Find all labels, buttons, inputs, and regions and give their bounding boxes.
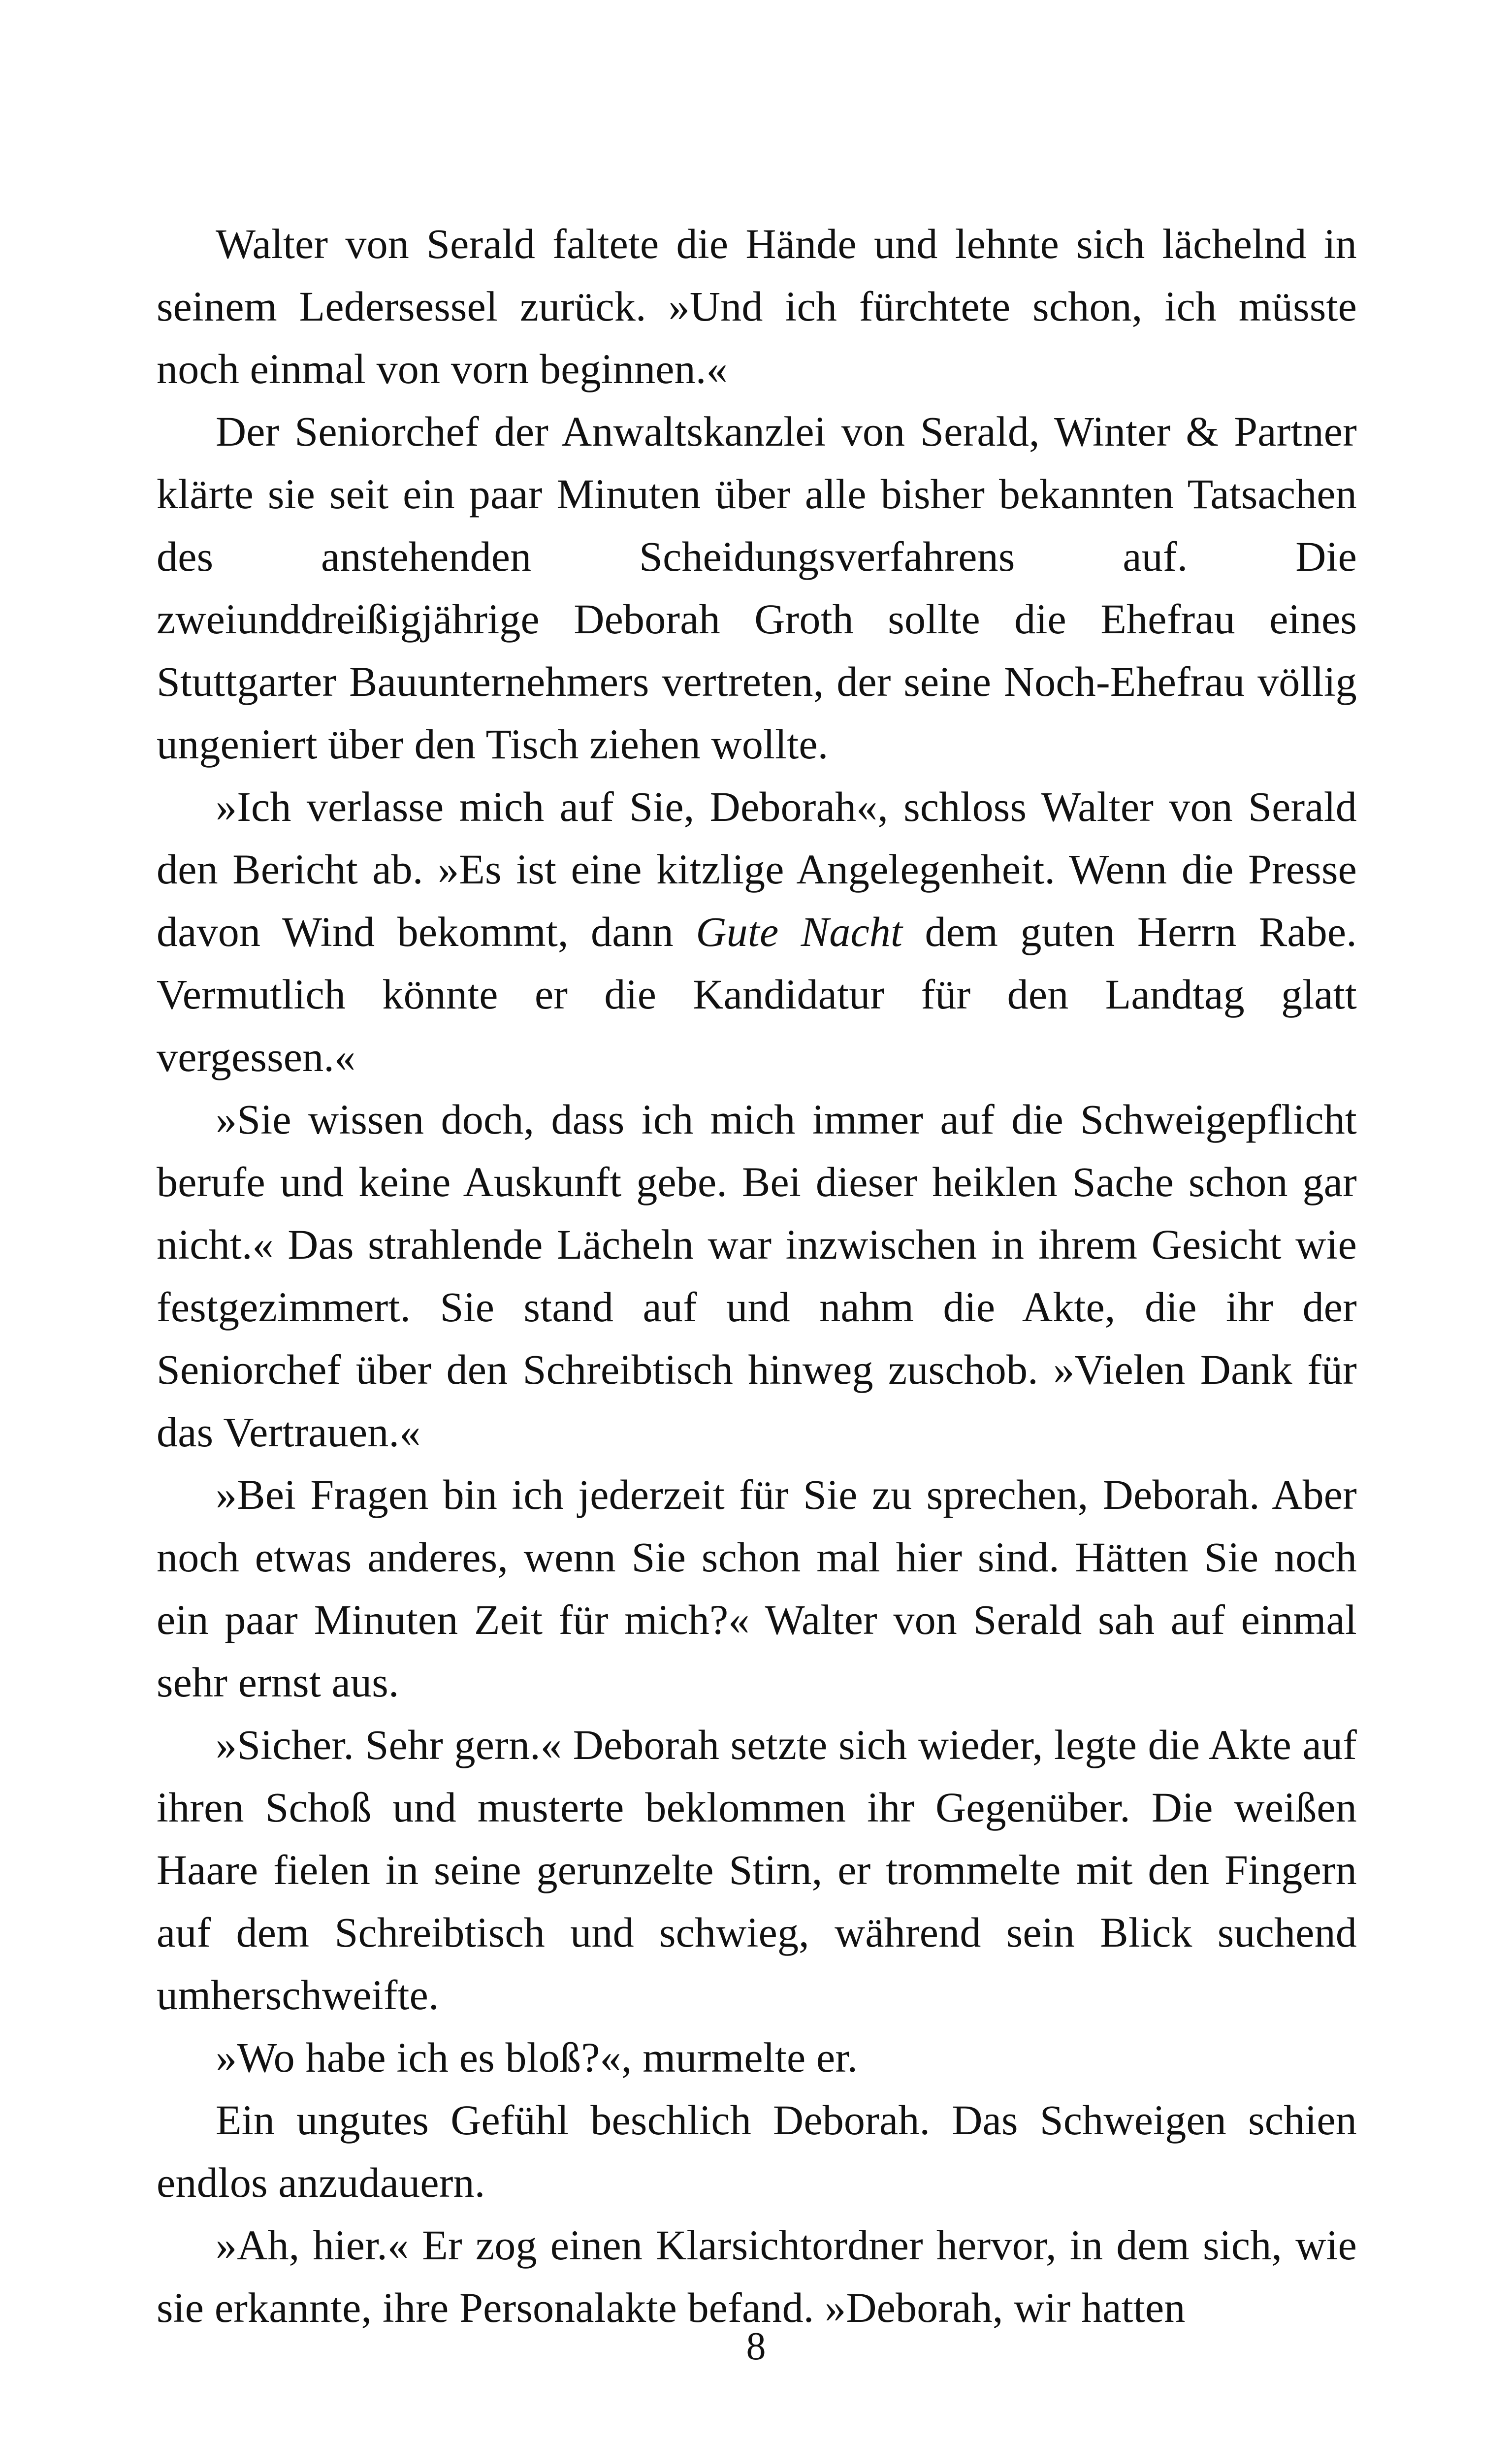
text-run: »Bei Fragen bin ich jederzeit für Sie zu sprechen, Deborah. Aber noch etwas anderes, wenn Sie schon mal hier sind. Hätten Sie noch ein paar Minuten Zeit für mich?« Walter von Serald sah auf einmal sehr ernst aus. (157, 1471, 1357, 1706)
text-run: Walter von Serald faltete die Hände und lehnte sich lächelnd in seinem Ledersessel zurück. »Und ich fürchtete schon, ich müsste noch einmal von vorn beginnen.« (157, 220, 1357, 392)
italic-text-run: Gute Nacht (696, 908, 903, 955)
text-run: »Sie wissen doch, dass ich mich immer auf die Schweigepflicht berufe und keine Auskunft gebe. Bei dieser heiklen Sache schon gar nicht.« Das strahlende Lächeln war inzwischen in ihrem Gesicht wie festgezimmert. Sie stand auf und nahm die Akte, die ihr der Seniorchef über den Schreibtisch hinweg zuschob. »Vielen Dank für das Vertrauen.« (157, 1096, 1357, 1456)
text-run: »Sicher. Sehr gern.« Deborah setzte sich wieder, legte die Akte auf ihren Schoß und musterte beklommen ihr Gegenüber. Die weißen Haare fielen in seine gerunzelte Stirn, er trommelte mit den Fingern auf dem Schreibtisch und schwieg, während sein Blick suchend umherschweifte. (157, 1721, 1357, 2019)
text-run: »Ah, hier.« Er zog einen Klarsichtordner hervor, in dem sich, wie sie erkannte, ihre Personalakte befand. »Deborah, wir hatten (157, 2221, 1357, 2331)
paragraph (157, 2089, 1357, 2214)
text-run: Der Seniorchef der Anwaltskanzlei von Serald, Winter & Partner klärte sie seit ein paar Minuten über alle bisher bekannten Tatsachen des anstehenden Scheidungsverfahrens auf. Die zweiunddreißigjährige Deborah Groth sollte die Ehefrau eines Stuttgarter Bauunternehmers vertreten, der seine Noch-Ehefrau völlig ungeniert über den Tisch ziehen wollte. (157, 408, 1357, 768)
paragraph (157, 2026, 1357, 2089)
text-block (157, 213, 1357, 2339)
paragraph (157, 1088, 1357, 1464)
paragraph (157, 213, 1357, 400)
paragraph (157, 2214, 1357, 2339)
paragraph (157, 1464, 1357, 1714)
paragraph (157, 400, 1357, 776)
page-number: 8 (746, 2325, 766, 2368)
text-run: »Wo habe ich es bloß?«, murmelte er. (216, 2034, 858, 2081)
paragraph (157, 1714, 1357, 2026)
text-run: »Ich verlasse mich auf Sie, Deborah«, schloss Walter von Serald den Bericht ab. »Es ist eine kitzlige Angelegenheit. Wenn die Presse davon Wind bekommt, dann (157, 783, 1357, 955)
text-run: Ein ungutes Gefühl beschlich Deborah. Das Schweigen schien endlos anzudauern. (157, 2096, 1357, 2206)
paragraph (157, 776, 1357, 1088)
text-run: dem guten Herrn Rabe. Vermutlich könnte er die Kandidatur für den Landtag glatt vergessen.« (157, 908, 1357, 1080)
